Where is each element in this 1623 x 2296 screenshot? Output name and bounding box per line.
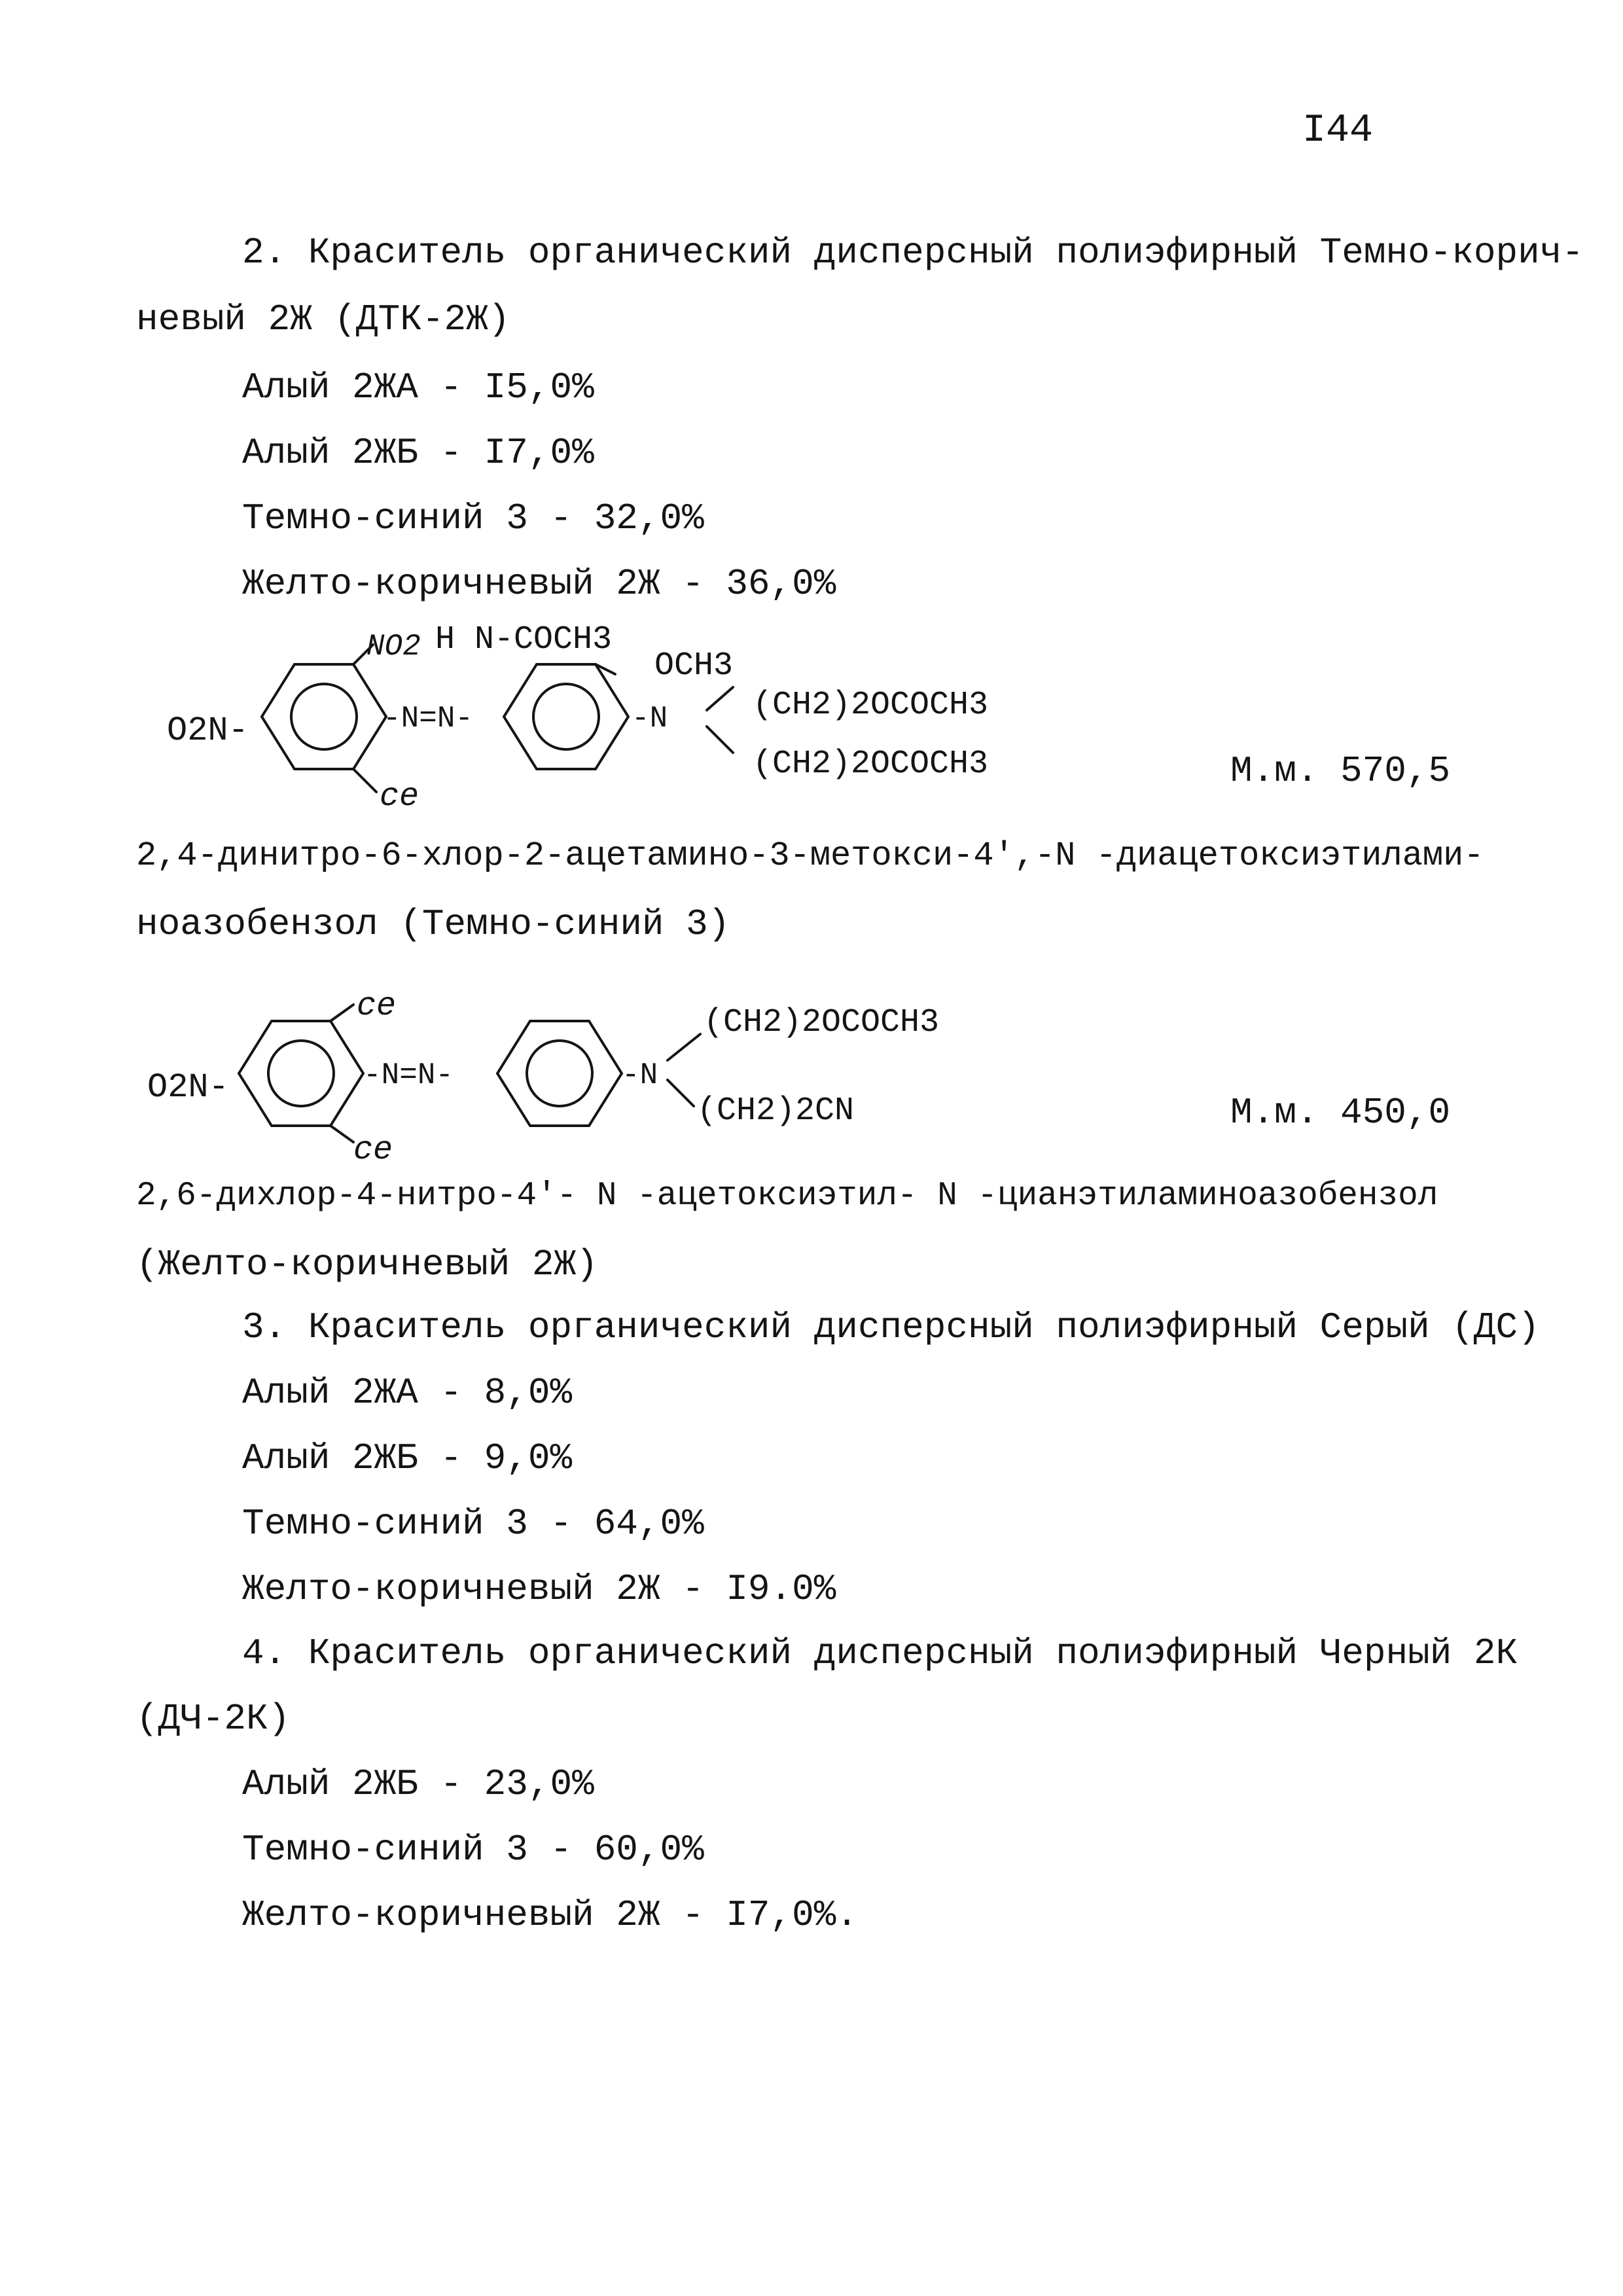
- methoxy-group: OCH3: [654, 647, 734, 685]
- chain-upper: (CH2)2OCOCH3: [704, 1004, 940, 1041]
- benzene-ring: [497, 1021, 622, 1126]
- azo-group: -N=N-: [383, 702, 474, 736]
- section-2-component: Алый 2ЖА - I5,0%: [242, 367, 594, 408]
- structure-1-name-line2: ноазобензол (Темно-синий 3): [136, 903, 730, 945]
- chloro-label: ce: [380, 778, 419, 816]
- section-3-component: Темно-синий 3 - 64,0%: [242, 1503, 704, 1545]
- structure-1-mol-mass: М.м. 570,5: [1230, 750, 1451, 792]
- chloro-top-label: ce: [357, 988, 397, 1025]
- benzene-ring: [239, 1021, 363, 1126]
- structure-1-name-line1: 2,4-динитро-6-хлор-2-ацетамино-3-метокси-4',-N -диацетоксиэтилами-: [136, 836, 1484, 875]
- section-2-heading-line2: невый 2Ж (ДТК-2Ж): [136, 298, 510, 340]
- section-2-component: Желто-коричневый 2Ж - 36,0%: [242, 563, 836, 605]
- chain-lower: (CH2)2CN: [697, 1092, 855, 1130]
- benzene-ring-circle: [268, 1041, 334, 1106]
- section-4-component: Темно-синий 3 - 60,0%: [242, 1829, 704, 1871]
- o2n-group: O2N-: [147, 1068, 229, 1107]
- section-3-component: Алый 2ЖБ - 9,0%: [242, 1437, 573, 1479]
- benzene-ring-circle: [527, 1041, 592, 1106]
- section-4-heading-line1: 4. Краситель органический дисперсный полиэфирный Черный 2К: [242, 1632, 1518, 1674]
- page-number: I44: [1302, 109, 1374, 153]
- amine-nitrogen: -N: [622, 1058, 658, 1092]
- section-2-component: Алый 2ЖБ - I7,0%: [242, 432, 594, 474]
- o2n-group: O2N-: [167, 711, 249, 750]
- no2-group: NO2: [366, 630, 421, 664]
- chain-lower: (CH2)2OCOCH3: [753, 745, 989, 783]
- acetamino-group: H N-COCH3: [435, 621, 613, 658]
- section-4-component: Желто-коричневый 2Ж - I7,0%.: [242, 1894, 858, 1936]
- section-4-component: Алый 2ЖБ - 23,0%: [242, 1763, 594, 1805]
- chain-upper: (CH2)2OCOCH3: [753, 687, 989, 724]
- section-3-component: Желто-коричневый 2Ж - I9.0%: [242, 1568, 836, 1610]
- section-3-heading: 3. Краситель органический дисперсный полиэфирный Серый (ДС): [242, 1306, 1540, 1348]
- chloro-bottom-label: ce: [353, 1132, 393, 1169]
- section-2-heading-line1: 2. Краситель органический дисперсный полиэфирный Темно-корич-: [242, 232, 1584, 274]
- structure-2-name-line1: 2,6-дихлор-4-нитро-4'- N -ацетоксиэтил- N -цианэтиламиноазобензол: [136, 1177, 1438, 1215]
- section-3-component: Алый 2ЖА - 8,0%: [242, 1372, 573, 1414]
- azo-group: -N=N-: [363, 1058, 454, 1092]
- section-2-component: Темно-синий 3 - 32,0%: [242, 497, 704, 539]
- section-4-heading-line2: (ДЧ-2К): [136, 1698, 291, 1740]
- amine-nitrogen: -N: [632, 702, 668, 736]
- structure-2-name-line2: (Желто-коричневый 2Ж): [136, 1244, 598, 1285]
- structure-2-mol-mass: М.м. 450,0: [1230, 1092, 1451, 1134]
